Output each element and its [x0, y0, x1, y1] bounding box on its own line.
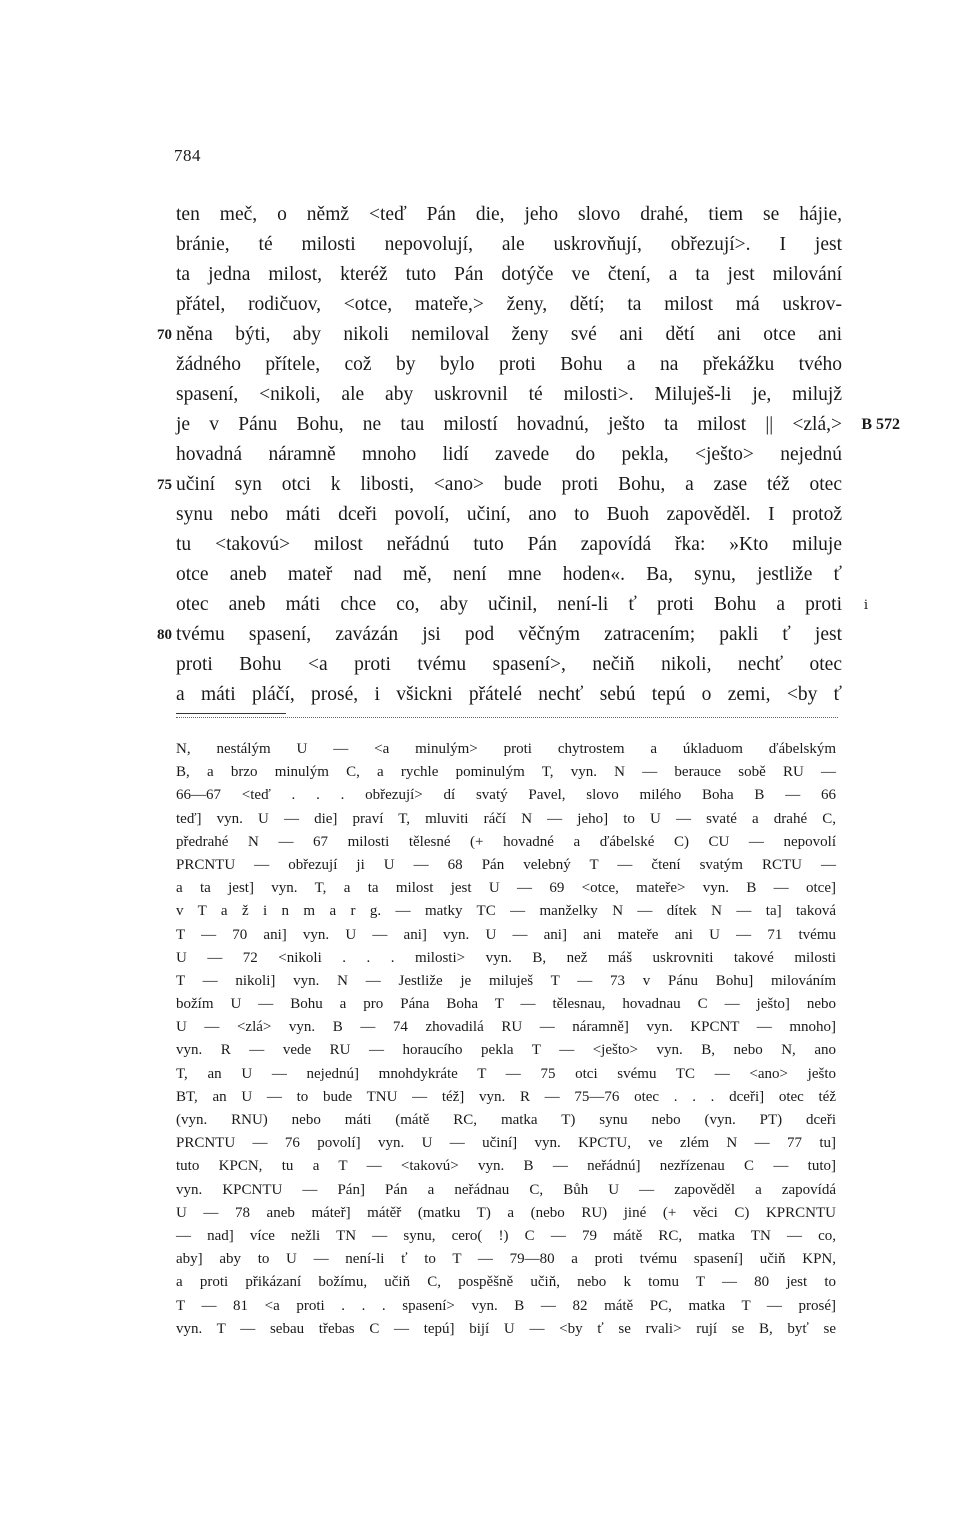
text-line: bránie, té milosti nepovolují, ale uskrovňují, obřezují>. I jest — [176, 234, 842, 255]
apparatus-line: teď] vyn. U — die] praví T, mluviti ráčí N — jeho] to U — svaté a drahé C, — [176, 810, 836, 827]
apparatus-line: aby] aby to U — není-li ť to T — 79—80 a proti tvému spasení] učiň KPN, — [176, 1251, 836, 1268]
apparatus-line: v T a ž i n m a r g. — matky TC — manželky N — dítek N — ta] taková — [176, 903, 836, 920]
margin-reference: B 572 — [861, 416, 900, 433]
main-text — [157, 200, 900, 710]
text-line: a máti pláčí, prosé, i všickni přátelé nechť sebú tepú o zemi, <by ť — [176, 684, 842, 705]
apparatus-line: předrahé N — 67 milosti tělesné (+ hovadné a ďábelské C) CU — nepovolí — [176, 833, 836, 850]
apparatus-line: N, nestálým U — <a minulým> proti chytrostem a úkladuom ďábelským — [176, 741, 836, 757]
apparatus-line: U — 78 aneb máteř] mátěř (matku T) a (nebo RU) jiné (+ věci C) KPRCNTU — [176, 1204, 836, 1221]
apparatus-line: T, an U — nejednú] mnohdykráte T — 75 otci svému TC — <ano> ješto — [176, 1065, 836, 1082]
footnote-rule — [176, 713, 286, 714]
text-line: spasení, <nikoli, ale aby uskrovnil té milosti>. Miluješ-li je, milujž — [176, 384, 842, 405]
text-line: ta jedna milost, kteréž tuto Pán dotýče ve čtení, a ta jest milování — [176, 264, 842, 285]
apparatus-line: T — 81 <a proti . . . spasení> vyn. B — 82 mátě PC, matka T — prosé] — [176, 1297, 836, 1314]
text-line: 80 tvému spasení, zavázán jsi pod věčným zatracením; pakli ť jest — [176, 620, 842, 650]
text-line: 70 něna býti, aby nikoli nemiloval ženy své ani dětí ani otce ani — [176, 320, 842, 350]
line-number: 75 — [157, 477, 172, 493]
apparatus-line: vyn. T — sebau třebas C — tepú] bijí U — <by ť se rvali> rují se B, byť se — [176, 1320, 836, 1337]
apparatus-line: BT, an U — to bude TNU — též] vyn. R — 75—76 otec . . . dceři] otec též — [176, 1088, 836, 1105]
text-line: tu <takovú> milost neřádnú tuto Pán zapovídá řka: »Kto miluje — [176, 534, 842, 555]
apparatus-line: PRCNTU — 76 povolí] vyn. U — učiní] vyn. KPCTU, ve zlém N — 77 tu] — [176, 1135, 836, 1152]
text-line: přátel, rodičuov, <otce, mateře,> ženy, dětí; ta milost má uskrov- — [176, 294, 842, 315]
text-line: hovadná náramně mnoho lidí zavede do pekla, <ješto> nejednú — [176, 444, 842, 465]
apparatus-line: vyn. R — vede RU — horaucího pekla T — <ješto> vyn. B, nebo N, ano — [176, 1042, 836, 1059]
apparatus-line: a proti přikázaní božímu, učiň C, pospěšně učiň, nebo k tomu T — 80 jest to — [176, 1274, 836, 1291]
text-line: je v Pánu Bohu, ne tau milostí hovadnú, ješto ta milost || <zlá,> B 572 — [176, 410, 842, 440]
apparatus-line: (vyn. RNU) nebo máti (mátě RC, matka T) synu nebo (vyn. PT) dceři — [176, 1112, 836, 1128]
apparatus-line: T — nikoli] vyn. N — Jestliže je miluješ T — 73 v Pánu Bohu] milováním — [176, 972, 836, 989]
text-line: 75 učiní syn otci k libosti, <ano> bude proti Bohu, a zase též otec — [176, 470, 842, 500]
apparatus-line: 66—67 <teď . . . obřezují> dí svatý Pavel, slovo milého Boha B — 66 — [176, 787, 836, 804]
apparatus-line: — nad] více nežli TN — synu, cero( !) C — 79 mátě RC, matka TN — co, — [176, 1227, 836, 1244]
apparatus-divider — [176, 717, 838, 718]
line-number: 80 — [157, 627, 172, 643]
apparatus-line: tuto KPCN, tu a T — <takovú> vyn. B — neřádnú] nezřízenau C — tuto] — [176, 1158, 836, 1175]
text-line: žádného přítele, což by bylo proti Bohu a na překážku tvého — [176, 354, 842, 375]
page-number: 784 — [174, 146, 201, 165]
apparatus-line: B, a brzo minulým C, a rychle pominulým T, vyn. N — berauce sobě RU — — [176, 764, 836, 781]
apparatus-line: U — <zlá> vyn. B — 74 zhovadilá RU — náramně] vyn. KPCNT — mnoho] — [176, 1019, 836, 1036]
text-line: ten meč, o němž <teď Pán die, jeho slovo drahé, tiem se hájie, — [176, 204, 842, 225]
critical-apparatus — [176, 738, 836, 1341]
apparatus-line: U — 72 <nikoli . . . milosti> vyn. B, než máš uskrovniti takové milosti — [176, 949, 836, 966]
apparatus-line: T — 70 ani] vyn. U — ani] vyn. U — ani] ani mateře ani U — 71 tvému — [176, 926, 836, 943]
apparatus-line: a ta jest] vyn. T, a ta milost jest U — 69 <otce, mateře> vyn. B — otce] — [176, 880, 836, 897]
text-line: otce aneb mateř nad mě, není mne hoden«. Ba, synu, jestliže ť — [176, 564, 842, 585]
margin-mark: ⅰ — [863, 597, 868, 612]
line-number: 70 — [157, 327, 172, 343]
apparatus-line: vyn. KPCNTU — Pán] Pán a neřádnau C, Bůh U — zapověděl a zapovídá — [176, 1181, 836, 1198]
apparatus-line: božím U — Bohu a pro Pána Boha T — tělesnau, hovadnau C — ješto] nebo — [176, 996, 836, 1013]
text-line: proti Bohu <a proti tvému spasení>, nečiň nikoli, nechť otec — [176, 654, 842, 675]
text-line: synu nebo máti dceři povolí, učiní, ano to Buoh zapověděl. I protož — [176, 504, 842, 525]
text-line: otec aneb máti chce co, aby učinil, není-li ť proti Bohu a proti ⅰ — [176, 590, 842, 620]
apparatus-line: PRCNTU — obřezují ji U — 68 Pán velebný T — čtení svatým RCTU — — [176, 856, 836, 873]
